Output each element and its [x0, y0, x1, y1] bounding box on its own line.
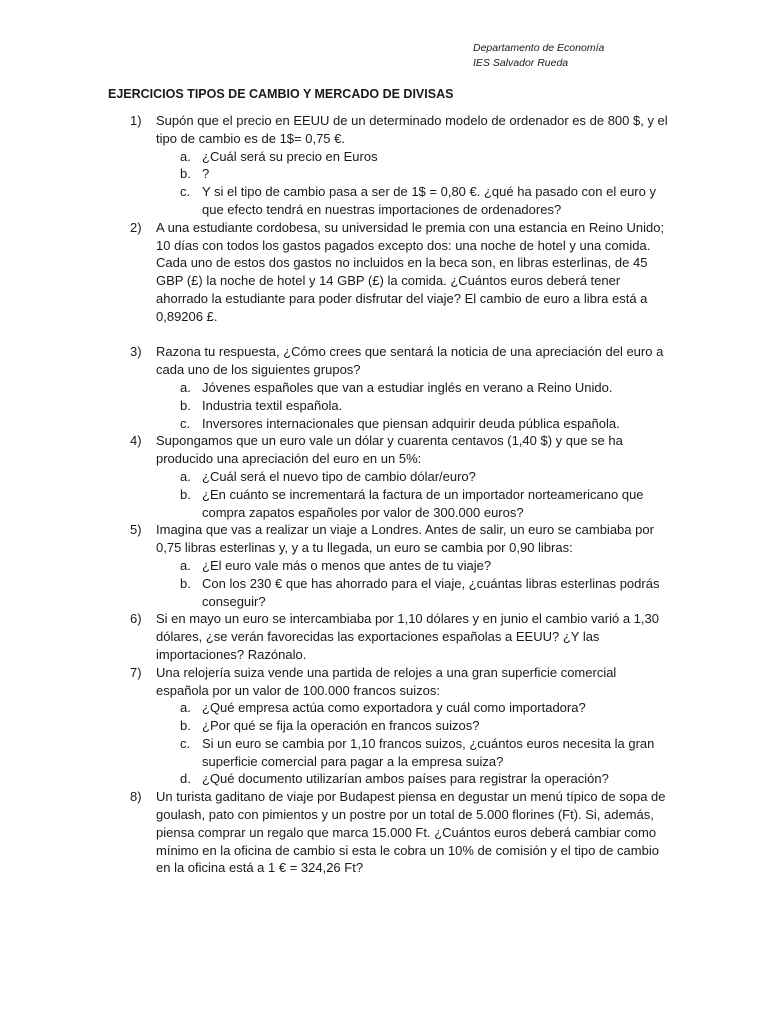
sub-question-text: Si un euro se cambia por 1,10 francos suizos, ¿cuántos euros necesita la gran superficie comercial para pagar a la empresa suiza? — [202, 735, 655, 769]
sub-question-letter: a. — [180, 557, 191, 573]
sub-question-list — [156, 468, 668, 521]
exercise-item — [108, 112, 668, 219]
exercise-number: 5) — [130, 522, 142, 538]
document-title: EJERCICIOS TIPOS DE CAMBIO Y MERCADO DE DIVISAS — [108, 87, 454, 101]
sub-question-letter: b. — [180, 397, 191, 413]
sub-question-list — [156, 148, 668, 219]
sub-question-list — [156, 699, 668, 788]
sub-question-text: Con los 230 € que has ahorrado para el viaje, ¿cuántas libras esterlinas podrás conseguir? — [202, 575, 660, 609]
sub-question — [156, 699, 668, 717]
sub-question-text: Jóvenes españoles que van a estudiar inglés en verano a Reino Unido. — [202, 379, 613, 395]
exercise-item — [108, 219, 668, 326]
exercise-text: Si en mayo un euro se intercambiaba por 1,10 dólares y en junio el cambio varió a 1,30 dólares, ¿se verán favorecidas las exportaciones españolas a EEUU? ¿Y las importaciones? Razónalo. — [156, 611, 659, 662]
sub-question-text: ¿Qué empresa actúa como exportadora y cuál como importadora? — [202, 700, 586, 716]
exercise-text: Una relojería suiza vende una partida de relojes a una gran superficie comercial española por un valor de 100.000 francos suizos: — [156, 664, 617, 698]
sub-question-letter: c. — [180, 415, 191, 431]
school-name: IES Salvador Rueda — [473, 57, 569, 69]
exercise-text: A una estudiante cordobesa, su universidad le premia con una estancia en Reino Unido; 10 días con todos los gastos pagados excepto dos: una noche de hotel y una comida. Cada uno de estos dos gastos no incluidos en la beca son, en libras esterlinas, de 45 GBP (£) la noche de hotel y 14 GBP (£) la comida. ¿Cuántos euros deberá tener ahorrado la estudiante para poder disfrutar del viaje? El cambio de euro a libra está a 0,89206 £. — [156, 219, 665, 324]
sub-question — [156, 415, 668, 433]
sub-question — [156, 468, 668, 486]
exercise-number: 8) — [130, 789, 142, 805]
sub-question — [156, 165, 668, 183]
exercise-item — [108, 521, 668, 610]
sub-question-list — [156, 557, 668, 610]
sub-question-letter: b. — [180, 166, 191, 182]
exercise-item — [108, 343, 668, 432]
sub-question — [156, 148, 668, 166]
exercise-number: 3) — [130, 344, 142, 360]
sub-question — [156, 486, 668, 522]
sub-question-letter: c. — [180, 735, 191, 751]
sub-question-letter: a. — [180, 700, 191, 716]
sub-question-text: ¿En cuánto se incrementará la factura de un importador norteamericano que compra zapatos españoles por valor de 300.000 euros? — [202, 486, 644, 520]
header-block — [473, 41, 604, 71]
sub-question-text: ¿Cuál será su precio en Euros — [202, 148, 378, 164]
exercise-text: Razona tu respuesta, ¿Cómo crees que sentará la noticia de una apreciación del euro a cada uno de los siguientes grupos? — [156, 344, 664, 378]
sub-question-text: ? — [202, 166, 210, 182]
exercise-number: 4) — [130, 433, 142, 449]
sub-question-letter: b. — [180, 718, 191, 734]
sub-question-list — [156, 379, 668, 432]
sub-question — [156, 575, 668, 611]
exercise-text: Supongamos que un euro vale un dólar y cuarenta centavos (1,40 $) y que se ha producido una apreciación del euro en un 5%: — [156, 433, 623, 467]
sub-question-letter: b. — [180, 486, 191, 502]
sub-question-text: ¿Cuál será el nuevo tipo de cambio dólar/euro? — [202, 468, 476, 484]
sub-question-letter: d. — [180, 771, 191, 787]
sub-question — [156, 717, 668, 735]
exercise-item — [108, 610, 668, 663]
exercise-number: 1) — [130, 113, 142, 128]
exercise-list — [108, 112, 668, 877]
sub-question — [156, 379, 668, 397]
sub-question-letter: b. — [180, 575, 191, 591]
exercise-item — [108, 432, 668, 521]
sub-question-letter: a. — [180, 148, 191, 164]
sub-question — [156, 735, 668, 771]
sub-question-letter: a. — [180, 379, 191, 395]
exercise-number: 2) — [130, 219, 142, 235]
exercise-item — [108, 788, 668, 877]
sub-question — [156, 183, 668, 219]
sub-question-text: ¿Qué documento utilizarían ambos países para registrar la operación? — [202, 771, 609, 787]
department-name: Departamento de Economía — [473, 42, 605, 54]
sub-question-letter: a. — [180, 468, 191, 484]
sub-question — [156, 557, 668, 575]
exercise-text: Imagina que vas a realizar un viaje a Londres. Antes de salir, un euro se cambiaba por 0,75 libras esterlinas y, y a tu llegada, un euro se cambia por 0,90 libras: — [156, 522, 654, 556]
sub-question-text: ¿Por qué se fija la operación en francos suizos? — [202, 718, 480, 734]
sub-question-text: Industria textil española. — [202, 397, 343, 413]
exercise-text: Supón que el precio en EEUU de un determinado modelo de ordenador es de 800 $, y el tipo de cambio es de 1$= 0,75 €. — [156, 113, 668, 146]
sub-question-text: Inversores internacionales que piensan adquirir deuda pública española. — [202, 415, 620, 431]
exercise-number: 6) — [130, 611, 142, 627]
sub-question-text: ¿El euro vale más o menos que antes de tu viaje? — [202, 557, 492, 573]
exercise-number: 7) — [130, 664, 142, 680]
sub-question — [156, 397, 668, 415]
exercise-item — [108, 664, 668, 789]
sub-question — [156, 770, 668, 788]
sub-question-text: Y si el tipo de cambio pasa a ser de 1$ = 0,80 €. ¿qué ha pasado con el euro y que efecto tendrá en nuestras importaciones de ordenadores? — [202, 184, 656, 217]
exercise-text: Un turista gaditano de viaje por Budapest piensa en degustar un menú típico de sopa de goulash, pato con pimientos y un postre por un total de 5.000 florines (Ft). Si, además, piensa comprar un regalo que marca 15.000 Ft. ¿Cuántos euros deberá cambiar como mínimo en la oficina de cambio si esta le cobra un 10% de comisión y el tipo de cambio en la oficina está a 1 € = 324,26 Ft? — [156, 789, 666, 876]
sub-question-letter: c. — [180, 184, 191, 200]
